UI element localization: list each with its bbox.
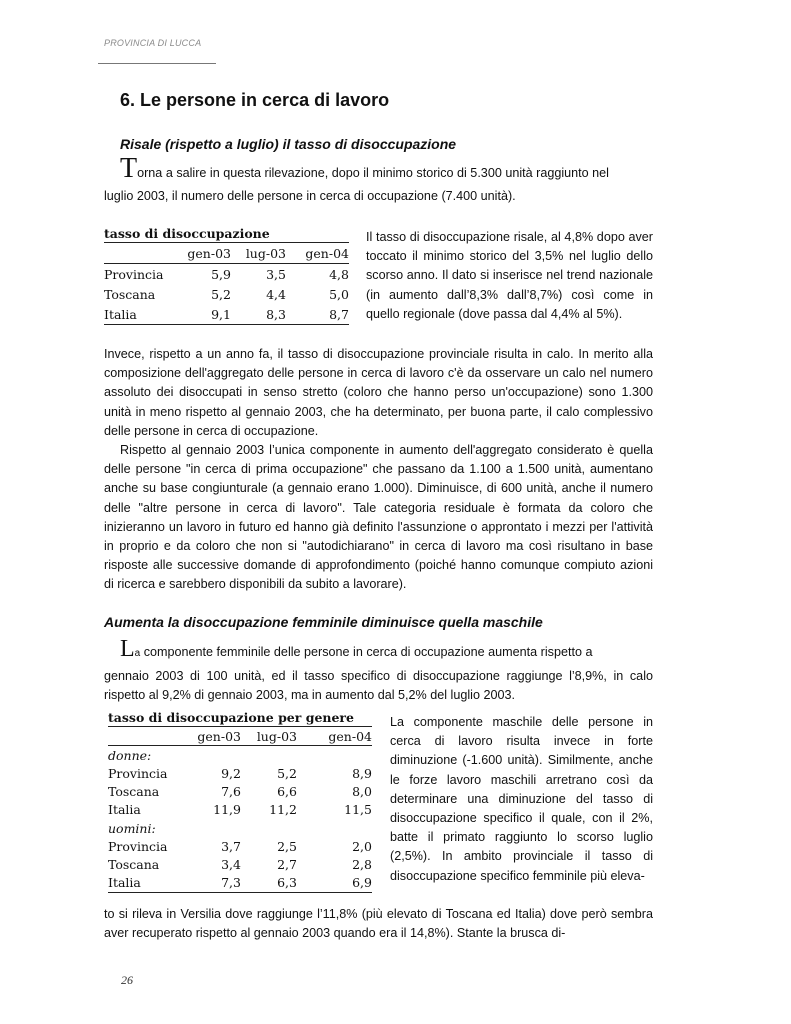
table-cell: 5,2 [277, 765, 297, 781]
table-cell: 8,0 [352, 784, 372, 800]
page-number: 26 [121, 973, 133, 987]
table-cell: 3,5 [266, 266, 286, 282]
table-cell: 5,9 [211, 266, 231, 282]
table-cell: Provincia [108, 765, 168, 781]
table-header-cell: lug-03 [231, 243, 286, 264]
table-cell: 8,7 [286, 304, 349, 325]
table-row [108, 783, 372, 801]
table-cell: 5,2 [211, 286, 231, 302]
table-cell: Italia [108, 874, 183, 893]
drop-cap-l: L [120, 636, 135, 662]
table-cell: 5,0 [329, 286, 349, 302]
lead-line-2: componente femminile delle persone in cerca di occupazione aumenta rispetto a [140, 645, 593, 659]
table-row [108, 855, 372, 873]
lead-paragraph-1-cont: luglio 2003, il numero delle persone in cerca di occupazione (7.400 unità). [104, 189, 516, 203]
table-cell: Provincia [108, 838, 168, 854]
unemployment-by-gender-table [108, 708, 372, 893]
side-text-1: Il tasso di disoccupazione risale, al 4,8% dopo aver toccato il minimo storico del 3,5% nel luglio dello scorso anno. Il dato si inserisce nel trend nazionale (in aumento dall’8,3% dall’8,7%) così come in quello regionale (dove passa dal 4,4% al 5%). [366, 230, 653, 321]
table-header-cell [108, 727, 183, 746]
table-cell: 9,1 [176, 304, 231, 325]
lead-paragraph-2-cont: gennaio 2003 di 100 unità, ed il tasso specifico di disoccupazione raggiunge l’8,9%, in calo rispetto al 9,2% di gennaio 2003, ma in aumento dal 5,2% del luglio 2003. [104, 669, 653, 703]
table-row [104, 284, 349, 304]
table-cell: 6,9 [297, 874, 372, 893]
table-cell: Provincia [104, 266, 164, 282]
table-cell: 6,6 [277, 784, 297, 800]
body-paragraph-1: Invece, rispetto a un anno fa, il tasso di disoccupazione provinciale risulta in calo. In merito alla composizione dell'aggregato delle persone in cerca di lavoro c'è da osservare un calo nel numero assoluto dei disoccupati in senso stretto (coloro che hanno perso un'occupazione) sono 1.300 unità in meno rispetto al gennaio 2003, che ha determinato, per buona parte, il calo complessivo delle persone in cerca di occupazione. [104, 347, 653, 438]
lead-paragraph-2 [120, 636, 653, 663]
body-paragraph-3: to si rileva in Versilia dove raggiunge l’11,8% (più elevato di Toscana ed Italia) dove però sembra aver recuperato rispetto al gennaio 2003 quando era il 14,8%). Stante la brusca di- [104, 907, 653, 941]
table-cell: 4,4 [266, 286, 286, 302]
table-cell: Italia [108, 802, 141, 818]
table-cell: Toscana [108, 856, 160, 872]
table-header-cell [104, 243, 176, 264]
table-cell: Toscana [108, 784, 160, 800]
table-caption: tasso di disoccupazione per genere [108, 709, 354, 725]
lead-paragraph-1 [120, 153, 653, 184]
table-header-cell: lug-03 [241, 727, 297, 746]
table-cell: 11,5 [344, 802, 372, 818]
table-cell: 9,2 [221, 765, 241, 781]
table-cell: 6,3 [241, 874, 297, 893]
table-header-cell: gen-04 [297, 727, 372, 746]
table-header-cell: gen-03 [183, 727, 241, 746]
table-header-cell: gen-04 [286, 243, 349, 264]
table-cell: Italia [104, 304, 176, 325]
table-cell: 2,0 [352, 838, 372, 854]
drop-cap-rest: a [134, 648, 141, 659]
table-cell: 11,9 [213, 802, 241, 818]
table-cell: 3,4 [221, 856, 241, 872]
table-header-cell: gen-03 [176, 243, 231, 264]
subsection-title-gender: Aumenta la disoccupazione femminile diminuisce quella maschile [104, 614, 543, 630]
drop-cap-t: T [120, 153, 138, 184]
unemployment-rate-table [104, 224, 349, 325]
side-text-2: La componente maschile delle persone in cerca di lavoro risulta invece in forte diminuzione (-1.600 unità). Similmente, anche le forze lavoro maschili arretrano così da determinare una diminuzione del tasso di disoccupazione specifico il quale, con il 2%, batte il primato raggiunto lo scorso luglio (2,5%). In ambito provinciale il tasso di disoccupazione specifico femminile più eleva- [390, 715, 653, 883]
table-cell: 2,5 [277, 838, 297, 854]
table-cell: 4,8 [329, 266, 349, 282]
table-row [108, 837, 372, 855]
table-cell: 8,9 [352, 765, 372, 781]
subsection-title-unemployment-rate: Risale (rispetto a luglio) il tasso di disoccupazione [120, 136, 457, 152]
running-header: PROVINCIA DI LUCCA [104, 38, 202, 48]
table-cell: 8,3 [231, 304, 286, 325]
table-cell: 7,3 [183, 874, 241, 893]
header-rule [98, 63, 216, 64]
table-cell: 11,2 [269, 802, 297, 818]
table-caption: tasso di disoccupazione [104, 225, 270, 241]
table-group-men: uomini: [108, 820, 156, 836]
table-cell: 7,6 [221, 784, 241, 800]
table-row [108, 764, 372, 782]
table-cell: Toscana [104, 286, 156, 302]
table-cell: 2,8 [352, 856, 372, 872]
table-group-women: donne: [108, 747, 152, 763]
table-row [104, 264, 349, 285]
table-cell: 3,7 [221, 838, 241, 854]
body-paragraph-2: Rispetto al gennaio 2003 l’unica componente in aumento dell'aggregato considerato è quella delle persone "in cerca di prima occupazione" che passano da 1.100 a 1.500 unità, aumentano anche su base congiunturale (a gennaio erano 1.000). Diminuisce, di 600 unità, anche il numero delle "altre persone in cerca di lavoro". Tale categoria residuale è formata da coloro che inizieranno un lavoro in futuro ed hanno già definito l'assunzione o approntato i mezzi per l'attività in proprio e da coloro che non si "autodichiarano" in cerca di lavoro ma così risultano in base risposte alle successive domande di approfondimento (poiché hanno comunque compiuto azioni di ricerca e sarebbero disponibili da subito a lavorare). [104, 443, 653, 592]
table-row [108, 874, 372, 893]
lead-line-1: orna a salire in questa rilevazione, dopo il minimo storico di 5.300 unità raggiunto nel [137, 166, 609, 180]
section-title: 6. Le persone in cerca di lavoro [120, 90, 390, 110]
table-row [108, 801, 372, 819]
table-row [104, 304, 349, 325]
table-cell: 2,7 [277, 856, 297, 872]
